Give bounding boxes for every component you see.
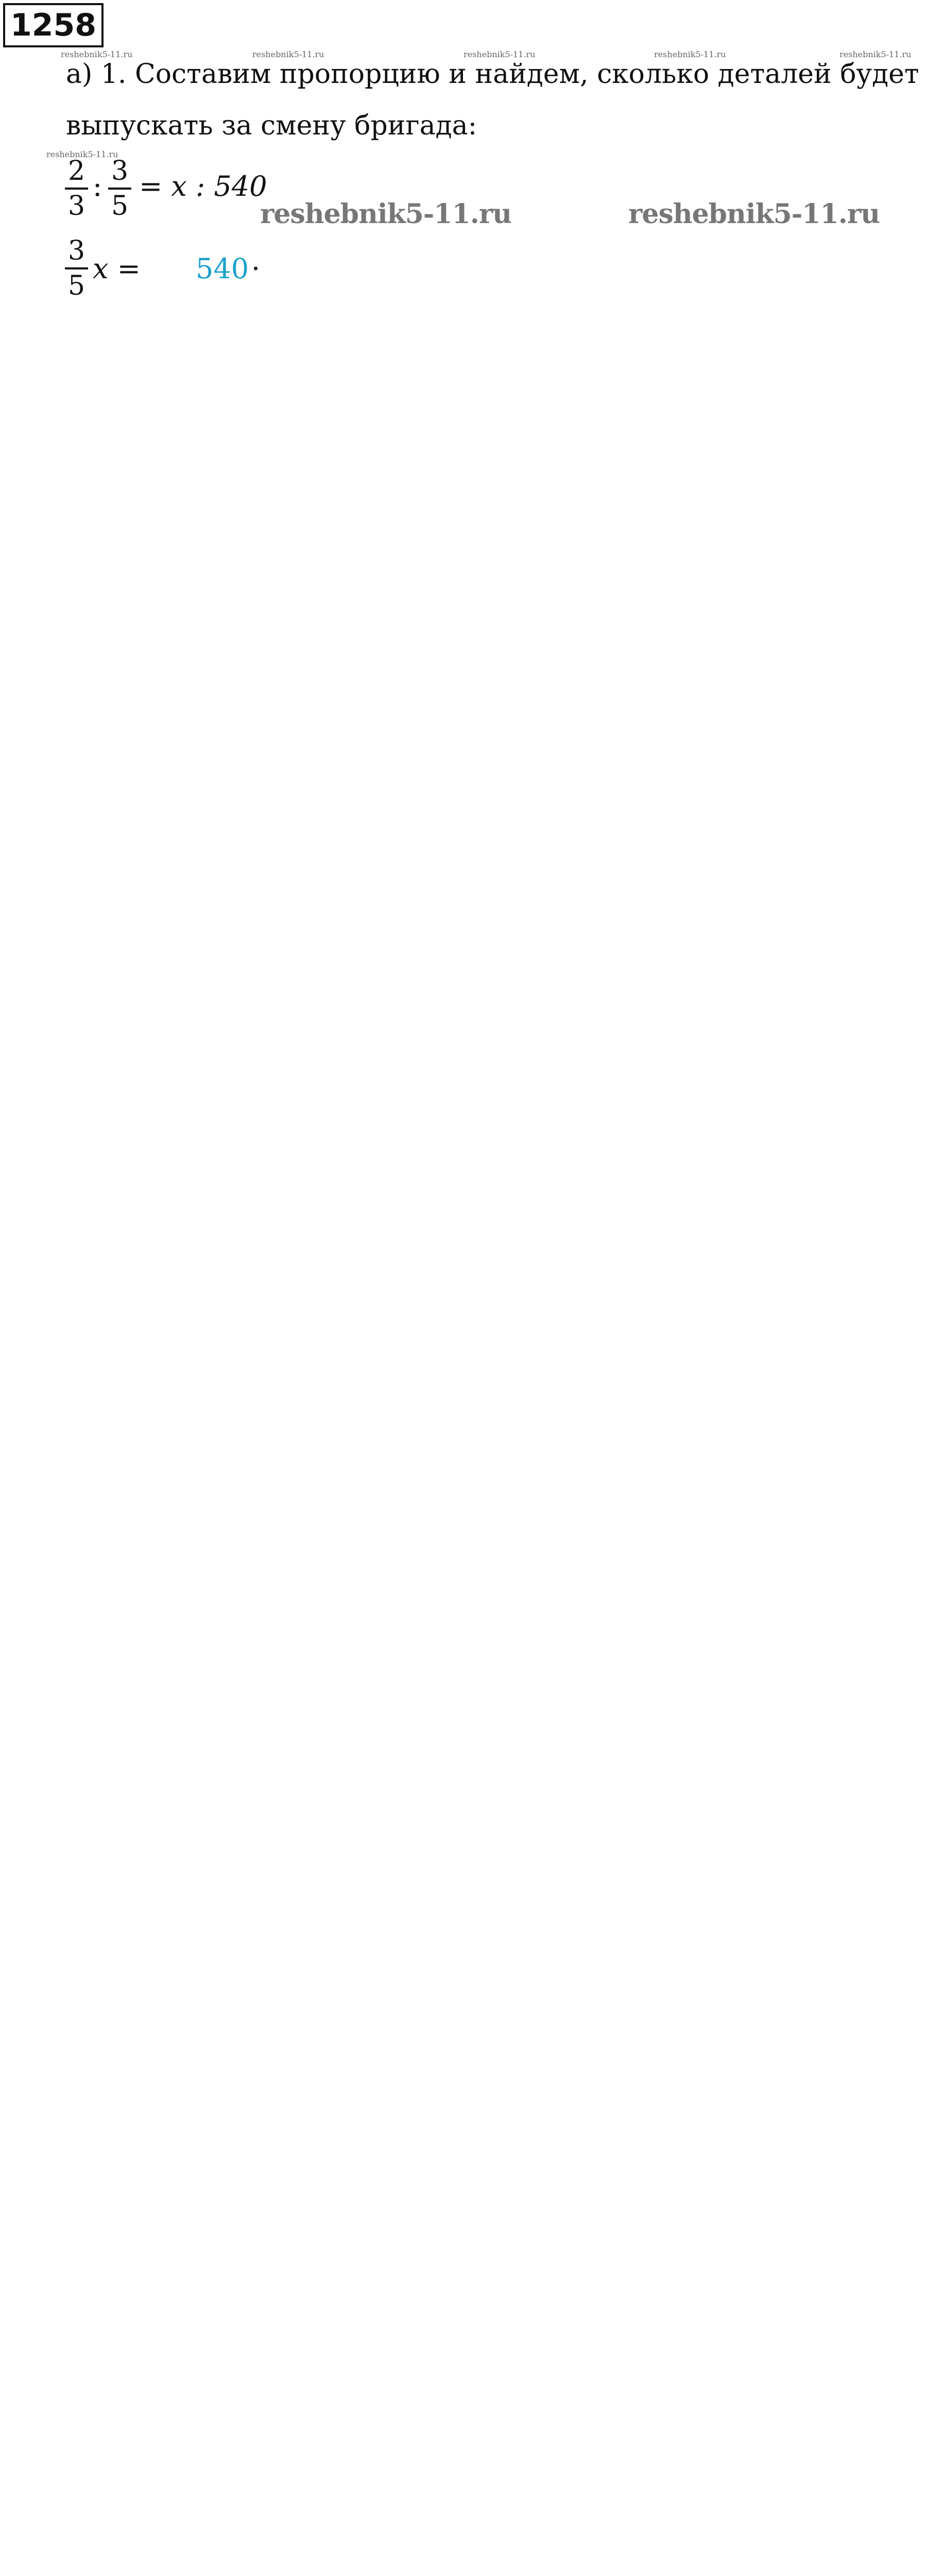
problem-number: 1258 xyxy=(3,3,104,47)
watermark: reshebnik5-11.ru xyxy=(260,198,512,230)
value-540: 540 xyxy=(196,252,249,285)
a-step1-line1: а) 1. Составим пропорцию и найдем, сколько деталей будет xyxy=(66,59,919,90)
solution-page: 1258 reshebnik5-11.ru reshebnik5-11.ru reshebnik5-11.ru reshebnik5-11.ru reshebnik5-11.ru а) 1. Составим пропорцию и найдем, сколько деталей будет выпускать за смену бригада: reshebnik5-11.ru 2 3 : 3 5 = x : 540 reshebnik5-11.ru reshebnik5-11.ru 3 5 x = 540 · xyxy=(0,0,944,2576)
watermark: reshebnik5-11.ru xyxy=(628,198,880,230)
watermark-small: reshebnik5-11.ru xyxy=(464,49,536,59)
watermark-small: reshebnik5-11.ru xyxy=(252,49,324,59)
watermark-small: reshebnik5-11.ru xyxy=(46,149,118,159)
a-step1-line2: выпускать за смену бригада: xyxy=(66,110,477,141)
watermark-small: reshebnik5-11.ru xyxy=(61,49,133,59)
fraction-3-5: 3 5 xyxy=(108,155,131,223)
fraction-3-5: 3 5 xyxy=(65,234,88,302)
fraction-2-3: 2 3 xyxy=(65,155,88,223)
eq1-rest: = x : 540 xyxy=(139,170,267,202)
watermark-small: reshebnik5-11.ru xyxy=(839,49,912,59)
watermark-small: reshebnik5-11.ru xyxy=(654,49,726,59)
